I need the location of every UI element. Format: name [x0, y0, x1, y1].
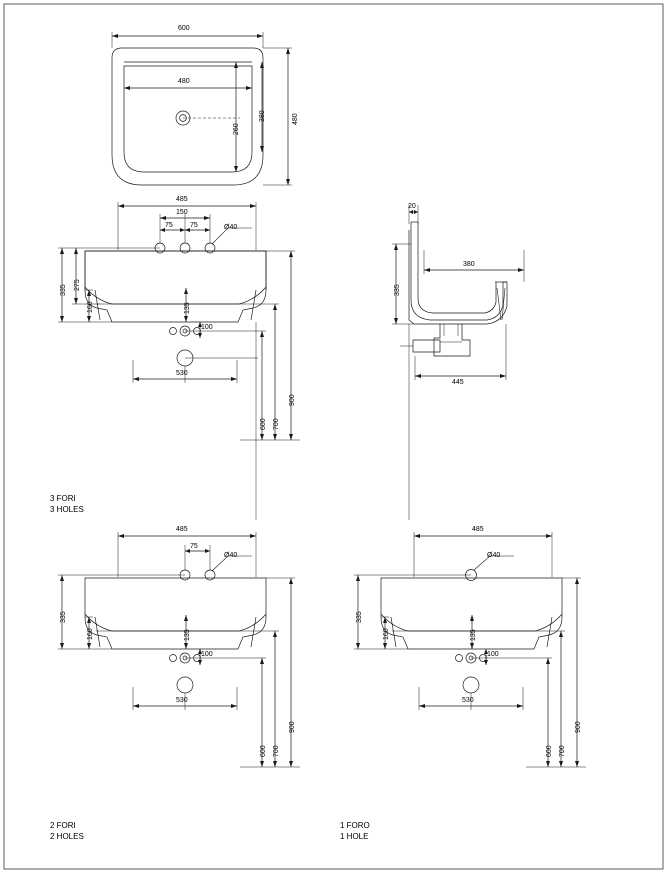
- v2-basin-outline: [85, 578, 266, 649]
- dim-label-v2-485: 485: [176, 526, 188, 533]
- dim-label-v3-75b: 75: [190, 222, 198, 229]
- dim-label-v1-100: 100: [487, 651, 499, 658]
- dim-label-v3-135: 135: [184, 302, 191, 314]
- dim-label-side-335: 335: [394, 284, 401, 296]
- top-view-outline: [112, 48, 263, 185]
- dim-label-v2-75: 75: [190, 543, 198, 550]
- dim-label-v2-100: 100: [201, 651, 213, 658]
- caption-2-holes: 2 HOLES: [50, 832, 84, 841]
- v3-basin-outline: [85, 251, 266, 322]
- v2-hole-2: [205, 570, 215, 580]
- dim-label-v3-335: 335: [60, 284, 67, 296]
- dim-label-v3-600: 600: [260, 418, 267, 430]
- dim-label-v1-335: 335: [356, 611, 363, 623]
- dim-label-v1-dia40: Ø40: [487, 552, 501, 559]
- dim-label-v3-900: 900: [289, 394, 296, 406]
- caption-1-hole: 1 HOLE: [340, 832, 369, 841]
- dim-label-v3-160: 160: [87, 301, 94, 313]
- dim-label-v2-600: 600: [260, 745, 267, 757]
- dim-label-top-260: 260: [233, 123, 240, 135]
- caption-1-foro: 1 FORO: [340, 821, 370, 830]
- dim-label-top-600: 600: [178, 25, 190, 32]
- caption-3-fori: 3 FORI: [50, 494, 76, 503]
- dim-label-v1-700: 700: [559, 745, 566, 757]
- dim-label-v2-900: 900: [289, 721, 296, 733]
- dim-label-v3-485: 485: [176, 196, 188, 203]
- v3-hole-3: [205, 243, 215, 253]
- dim-label-v2-135: 135: [184, 629, 191, 641]
- dim-label-v2-160: 160: [87, 628, 94, 640]
- dim-label-v3-275: 275: [74, 279, 81, 291]
- dim-label-top-480h: 480: [292, 113, 299, 125]
- v3-hole-2: [180, 243, 190, 253]
- dim-label-v2-700: 700: [273, 745, 280, 757]
- dim-label-v3-dia40: Ø40: [224, 224, 238, 231]
- dim-label-v2-335: 335: [60, 611, 67, 623]
- dim-label-v1-135: 135: [470, 629, 477, 641]
- dim-label-v3-700: 700: [273, 418, 280, 430]
- dim-label-v2-dia40: Ø40: [224, 552, 238, 559]
- v3-bowl-line: [85, 287, 266, 304]
- v3-leg-lines: [95, 290, 256, 320]
- dim-label-v3-75a: 75: [165, 222, 173, 229]
- sheet-border: [4, 4, 663, 869]
- dim-label-v1-485: 485: [472, 526, 484, 533]
- dim-label-v1-160: 160: [383, 628, 390, 640]
- dim-label-side-445: 445: [452, 379, 464, 386]
- dim-label-top-380: 380: [259, 110, 266, 122]
- side-bowl-inner: [411, 222, 503, 320]
- dim-label-v3-530: 530: [176, 370, 188, 377]
- dim-label-v1-530: 530: [462, 697, 474, 704]
- dim-label-v2-530: 530: [176, 697, 188, 704]
- dim-label-top-480w: 480: [178, 78, 190, 85]
- dim-label-side-380: 380: [463, 261, 475, 268]
- dim-label-side-20: 20: [408, 203, 416, 210]
- dim-label-v1-900: 900: [575, 721, 582, 733]
- dim-label-v3-150: 150: [176, 209, 188, 216]
- dim-label-v1-600: 600: [546, 745, 553, 757]
- v3-pipe-left: [170, 328, 177, 335]
- caption-2-fori: 2 FORI: [50, 821, 76, 830]
- caption-3-holes: 3 HOLES: [50, 505, 84, 514]
- dim-label-v3-100: 100: [201, 324, 213, 331]
